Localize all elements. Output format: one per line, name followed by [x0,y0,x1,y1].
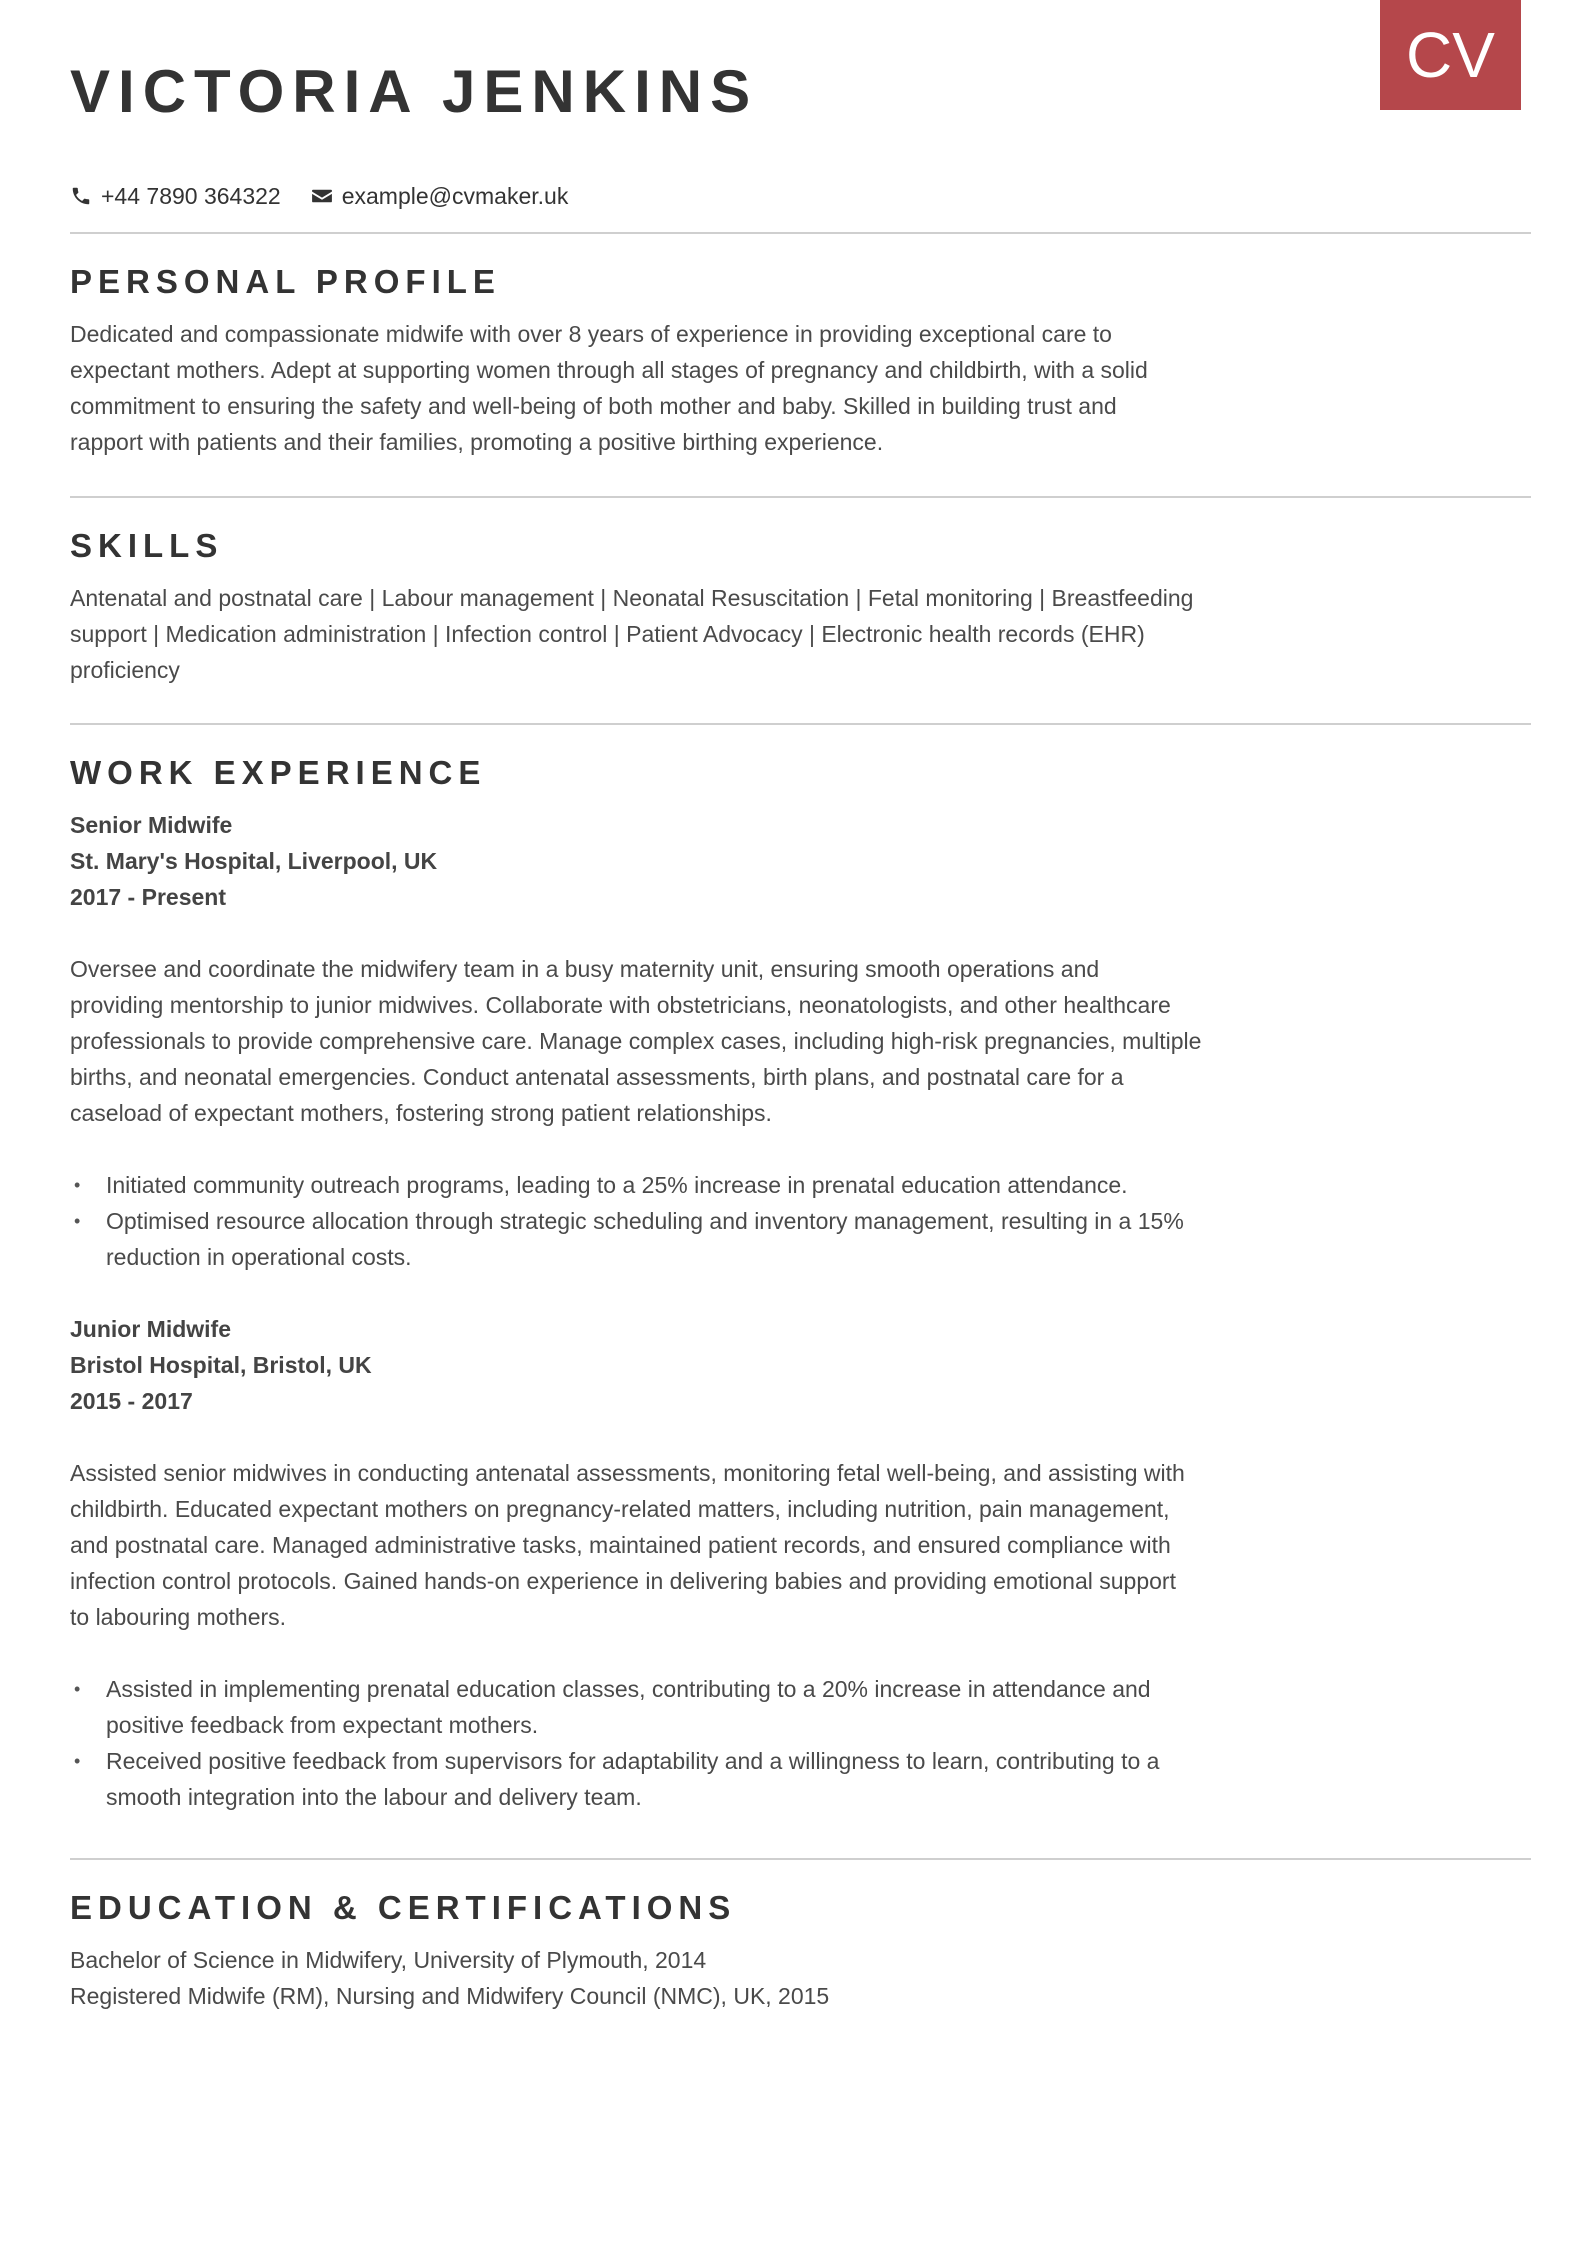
job-role: Junior Midwife [70,1316,231,1342]
achievement-line: • Received positive feedback from supervisors for adaptability and a willingness to learn, contributing to a [106,1748,1160,1774]
section-title-profile: PERSONAL PROFILE [70,263,501,300]
divider [70,496,1531,498]
job-header [70,1311,372,1419]
skills-text [70,580,1290,688]
profile-line: commitment to ensuring the safety and well-being of both mother and baby. Skilled in building trust and [70,393,1117,419]
job-description [70,951,1290,1131]
achievement-list [70,1671,1310,1815]
contact-bar [70,178,598,214]
job-description [70,1455,1290,1635]
envelope-icon [311,187,333,205]
phone-number[interactable]: +44 7890 364322 [101,182,281,209]
job-description-line: childbirth. Educated expectant mothers on pregnancy-related matters, including nutrition, pain management, [70,1496,1170,1522]
achievement-line: smooth integration into the labour and delivery team. [106,1784,642,1810]
candidate-name: VICTORIA JENKINS [70,58,759,125]
achievement-list [70,1167,1310,1275]
job-dates: 2015 - 2017 [70,1388,193,1414]
job-dates: 2017 - Present [70,884,226,910]
section-title-education: EDUCATION & CERTIFICATIONS [70,1889,737,1926]
education-list [70,1942,1290,2014]
job-description-line: Oversee and coordinate the midwifery team in a busy maternity unit, ensuring smooth operations and [70,956,1100,982]
job-description-line: professionals to provide comprehensive care. Manage complex cases, including high-risk pregnancies, multiple [70,1028,1202,1054]
profile-text [70,316,1290,460]
contact-phone [70,183,281,210]
profile-line: rapport with patients and their families, promoting a positive birthing experience. [70,429,884,455]
skills-line: Antenatal and postnatal care | Labour management | Neonatal Resuscitation | Fetal monitoring | Breastfeeding [70,585,1194,611]
job-description-line: infection control protocols. Gained hands-on experience in delivering babies and providing emotional support [70,1568,1176,1594]
skills-line: support | Medication administration | Infection control | Patient Advocacy | Electronic health records (EHR) [70,621,1145,647]
section-title-skills: SKILLS [70,527,224,564]
job-description-line: births, and neonatal emergencies. Conduct antenatal assessments, birth plans, and postnatal care for a [70,1064,1124,1090]
achievement-line: reduction in operational costs. [106,1244,412,1270]
education-item: Bachelor of Science in Midwifery, University of Plymouth, 2014 [70,1947,707,1973]
job-place: St. Mary's Hospital, Liverpool, UK [70,848,438,874]
email-address[interactable]: example@cvmaker.uk [341,182,569,209]
divider [70,723,1531,725]
cv-badge: CV [1380,0,1521,110]
profile-line: Dedicated and compassionate midwife with over 8 years of experience in providing exceptional care to [70,321,1112,347]
achievement-item [70,1203,1310,1275]
achievement-item [70,1743,1310,1815]
education-item: Registered Midwife (RM), Nursing and Midwifery Council (NMC), UK, 2015 [70,1983,830,2009]
skills-line: proficiency [70,657,180,683]
phone-icon [70,185,92,207]
achievement-item [70,1671,1310,1743]
achievement-item [70,1167,1310,1203]
achievement-line: positive feedback from expectant mothers. [106,1712,539,1738]
job-role: Senior Midwife [70,812,233,838]
contact-email [311,183,569,210]
achievement-line: • Optimised resource allocation through strategic scheduling and inventory management, resulting in a 15% [106,1208,1184,1234]
job-description-line: providing mentorship to junior midwives. Collaborate with obstetricians, neonatologists, and other healthcare [70,992,1171,1018]
job-description-line: caseload of expectant mothers, fostering strong patient relationships. [70,1100,772,1126]
divider [70,232,1531,234]
job-place: Bristol Hospital, Bristol, UK [70,1352,372,1378]
job-header [70,807,437,915]
achievement-line: • Initiated community outreach programs, leading to a 25% increase in prenatal education attendance. [106,1172,1128,1198]
profile-line: expectant mothers. Adept at supporting women through all stages of pregnancy and childbirth, with a solid [70,357,1148,383]
job-description-line: and postnatal care. Managed administrative tasks, maintained patient records, and ensured compliance with [70,1532,1171,1558]
job-description-line: Assisted senior midwives in conducting antenatal assessments, monitoring fetal well-being, and assisting with [70,1460,1185,1486]
job-description-line: to labouring mothers. [70,1604,287,1630]
divider [70,1858,1531,1860]
achievement-line: • Assisted in implementing prenatal education classes, contributing to a 20% increase in attendance and [106,1676,1151,1702]
section-title-experience: WORK EXPERIENCE [70,754,487,791]
